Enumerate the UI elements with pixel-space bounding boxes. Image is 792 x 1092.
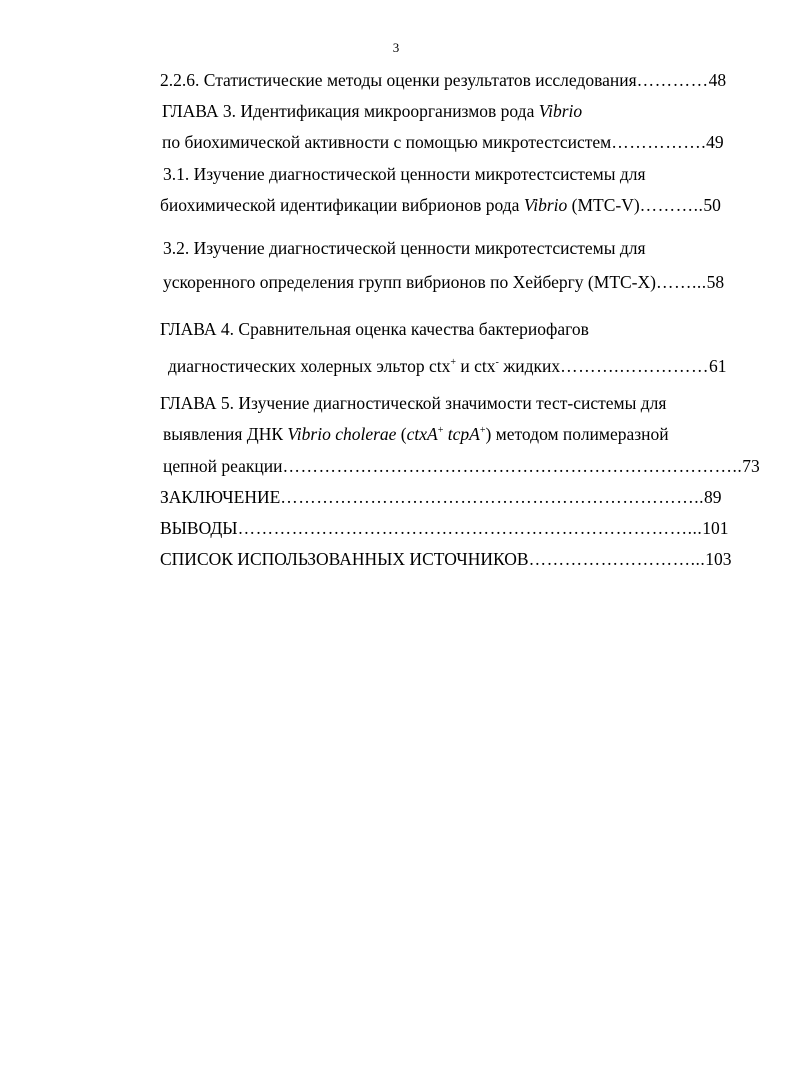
toc-entry-references[interactable] — [160, 549, 731, 569]
toc-page-number: 61 — [709, 356, 727, 376]
toc-entry-conclusion[interactable] — [160, 487, 722, 507]
toc-page-number: 89 — [704, 487, 722, 507]
toc-entry-title: ГЛАВА 3. Идентификация микроорганизмов рода — [162, 101, 539, 121]
superscript-minus: - — [495, 357, 499, 368]
toc-page-number: 58 — [706, 272, 725, 292]
toc-entry-3-1-line-1[interactable] — [163, 164, 646, 184]
toc-leader-dots: …………………………………………………………………... — [237, 518, 703, 538]
superscript-plus: + — [437, 425, 444, 436]
toc-entry-2-2-6[interactable] — [160, 70, 726, 90]
toc-entry-title-cont: ) методом полимеразной — [485, 424, 669, 444]
toc-page-number: 48 — [708, 70, 727, 90]
toc-entry-title: ускоренного определения групп вибрионов по Хейбергу (МТС-Х) — [163, 272, 656, 292]
toc-entry-italic: Vibrio — [538, 101, 583, 121]
toc-leader-dots: ……………. — [611, 132, 707, 152]
toc-entry-findings[interactable] — [160, 518, 728, 538]
toc-entry-title: биохимической идентификации вибрионов рода — [160, 195, 524, 215]
toc-entry-chapter-3-line-1[interactable] — [162, 101, 582, 121]
toc-entry-3-2-line-1[interactable] — [163, 238, 646, 258]
toc-entry-title-cont: жидких — [498, 356, 561, 376]
toc-leader-dots: ………… — [636, 70, 709, 90]
toc-entry-chapter-5-line-2[interactable] — [163, 424, 669, 444]
toc-entry-chapter-4-line-2[interactable] — [168, 356, 727, 376]
toc-entry-italic: Vibrio — [523, 195, 568, 215]
superscript-plus: + — [450, 357, 456, 368]
toc-entry-title-cont: ( — [396, 424, 407, 444]
toc-leader-dots: …………………………………………………………….. — [280, 487, 705, 507]
toc-entry-title-cont: и ctx — [455, 356, 496, 376]
toc-entry-title: 3.2. Изучение диагностической ценности микротестсистемы для — [163, 238, 646, 258]
toc-entry-title: СПИСОК ИСПОЛЬЗОВАННЫХ ИСТОЧНИКОВ — [160, 549, 529, 569]
page-number: 3 — [392, 40, 400, 55]
toc-entry-italic: ctxA — [406, 424, 438, 444]
toc-entry-title: цепной реакции — [163, 456, 283, 476]
toc-entry-title: ЗАКЛЮЧЕНИЕ — [160, 487, 281, 507]
toc-entry-title: 2.2.6. Статистические методы оценки результатов исследования — [160, 70, 637, 90]
toc-entry-title: ГЛАВА 5. Изучение диагностической значимости тест-системы для — [160, 393, 667, 413]
toc-page-number: 73 — [742, 456, 760, 476]
toc-page-number: 101 — [702, 518, 729, 538]
toc-page-number: 103 — [705, 549, 732, 569]
toc-entry-chapter-4-line-1[interactable] — [160, 319, 589, 339]
toc-entry-title: ГЛАВА 4. Сравнительная оценка качества бактериофагов — [160, 319, 589, 339]
toc-page-number: 49 — [706, 132, 724, 152]
toc-entry-3-2-line-2[interactable] — [163, 272, 724, 292]
toc-leader-dots: ………………………... — [528, 549, 706, 569]
toc-leader-dots: ……….…………… — [560, 356, 710, 376]
toc-entry-chapter-5-line-3[interactable] — [163, 456, 760, 476]
superscript-plus: + — [479, 425, 486, 436]
toc-entry-italic: tcpA — [447, 424, 480, 444]
toc-entry-chapter-5-line-1[interactable] — [160, 393, 666, 413]
toc-leader-dots: ……….. — [639, 195, 704, 215]
toc-leader-dots: ……... — [655, 272, 707, 292]
toc-entry-title: выявления ДНК — [163, 424, 288, 444]
toc-entry-title-cont: (МТС-V) — [567, 195, 640, 215]
toc-entry-title: по биохимической активности с помощью микротестсистем — [162, 132, 612, 152]
toc-entry-3-1-line-2[interactable] — [160, 195, 721, 215]
toc-page-number: 50 — [703, 195, 721, 215]
toc-entry-title: диагностических холерных эльтор ctx — [168, 356, 451, 376]
toc-leader-dots: ………………………………………………………………….. — [282, 456, 743, 476]
toc-entry-title: ВЫВОДЫ — [160, 518, 238, 538]
toc-entry-chapter-3-line-2[interactable] — [162, 132, 724, 152]
toc-entry-italic: Vibrio cholerae — [287, 424, 397, 444]
toc-entry-title: 3.1. Изучение диагностической ценности микротестсистемы для — [163, 164, 646, 184]
